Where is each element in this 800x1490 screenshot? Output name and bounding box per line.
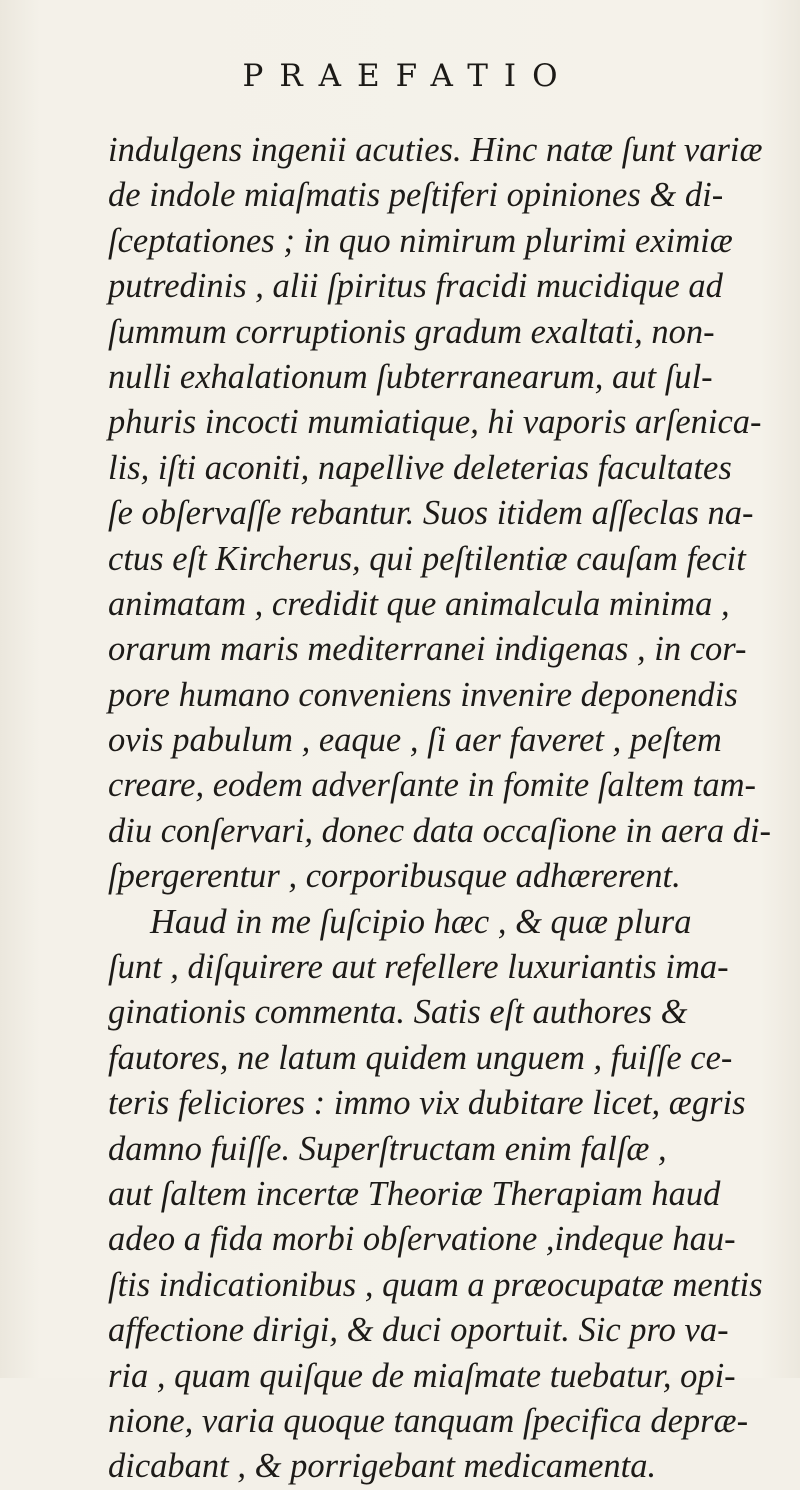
running-head: PRAEFATIO [242,58,574,94]
text-line: ria , quam quiſque de miaſmate tuebatur, opi- [108,1356,736,1395]
text-line: ſummum corruptionis gradum exaltati, non- [108,312,715,351]
text-line: ovis pabulum , eaque , ſi aer faveret , peſtem [108,721,722,760]
text-line: adeo a fida morbi obſervatione ,indeque hau- [108,1220,736,1259]
text-line: phuris incocti mumiatique, hi vaporis arſenica- [108,403,762,442]
text-line: ſe obſervaſſe rebantur. Suos itidem aſſeclas na- [108,494,754,533]
body-text [108,128,772,1490]
text-line: diu conſervari, donec data occaſione in aera di- [108,811,772,850]
text-line: lis, iſti aconiti, napellive deleterias facultates [108,448,732,487]
text-line: putredinis , alii ſpiritus fracidi mucidique ad [108,267,723,306]
text-line: de indole miaſmatis peſtiferi opiniones & di- [108,176,724,215]
text-line: affectione dirigi, & duci oportuit. Sic pro va- [108,1311,729,1350]
text-line: ſunt , diſquirere aut refellere luxuriantis ima- [108,948,729,987]
text-line: ſceptationes ; in quo nimirum plurimi eximiæ [108,221,733,260]
text-line: ſtis indicationibus , quam a præocupatæ mentis [108,1265,763,1304]
text-line: fautores, ne latum quidem unguem , fuiſſe ce- [108,1038,733,1077]
text-line: ſpergerentur , corporibusque adhærerent. [108,857,681,896]
text-line: ginationis commenta. Satis eſt authores & [108,993,688,1032]
text-line: damno fuiſſe. Superſtructam enim falſæ , [108,1129,667,1168]
text-line: teris feliciores : immo vix dubitare licet, ægris [108,1084,746,1123]
text-line: animatam , credidit que animalcula minima , [108,584,730,623]
text-line: pore humano conveniens invenire deponendis [108,675,738,714]
text-line: dicabant , & porrigebant medicamenta. [108,1447,657,1486]
text-line: indulgens ingenii acuties. Hinc natæ ſunt variæ [108,131,763,169]
text-line: ctus eſt Kircherus, qui peſtilentiæ cauſam fecit [108,539,746,578]
text-line: nione, varia quoque tanquam ſpecifica depræ- [108,1401,749,1440]
text-line: aut ſaltem incertæ Theoriæ Therapiam haud [108,1174,721,1213]
text-line: orarum maris mediterranei indigenas , in cor- [108,630,747,669]
text-line: creare, eodem adverſante in fomite ſaltem tam- [108,766,756,805]
text-line: nulli exhalationum ſubterranearum, aut ſul- [108,357,713,396]
paragraph-start-line: Haud in me ſuſcipio hæc , & quæ plura [150,902,692,941]
